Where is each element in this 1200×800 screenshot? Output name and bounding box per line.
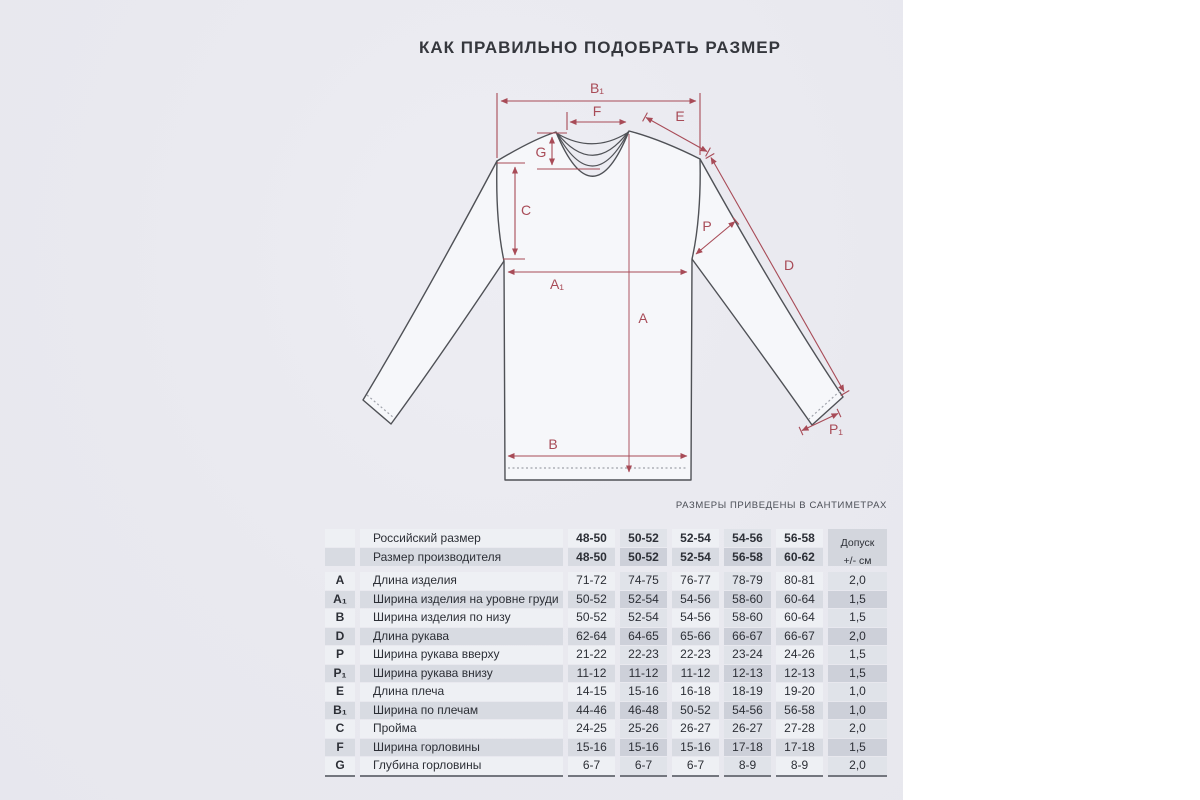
size-value-cell: 66-67 xyxy=(724,628,771,646)
tolerance-value-cell: 1,5 xyxy=(828,665,887,683)
row-letter: B xyxy=(325,609,355,627)
left-sleeve xyxy=(363,161,504,424)
size-value-cell: 56-58 xyxy=(776,702,823,720)
size-value-cell: 15-16 xyxy=(620,739,667,757)
size-value-cell: 23-24 xyxy=(724,646,771,664)
dimension-E-label: E xyxy=(675,108,685,124)
size-value-cell: 19-20 xyxy=(776,683,823,701)
size-table-body xyxy=(325,572,887,775)
size-value-cell: 24-26 xyxy=(776,646,823,664)
dimension-B1-label: B₁ xyxy=(589,80,605,96)
size-table xyxy=(325,529,887,775)
dimension-A-label: A xyxy=(638,310,648,326)
size-value-cell: 65-66 xyxy=(672,628,719,646)
size-value-cell: 12-13 xyxy=(724,665,771,683)
size-value-cell: 26-27 xyxy=(724,720,771,738)
size-value-cell: 21-22 xyxy=(568,646,615,664)
row-measurement-name: Пройма xyxy=(360,720,563,738)
tolerance-value-cell: 2,0 xyxy=(828,628,887,646)
right-sleeve xyxy=(692,159,843,425)
tolerance-value-cell: 1,5 xyxy=(828,739,887,757)
row-measurement-name: Ширина по плечам xyxy=(360,702,563,720)
dimension-A1-label: A₁ xyxy=(549,276,565,292)
size-value-cell: 71-72 xyxy=(568,572,615,590)
size-value-cell: 44-46 xyxy=(568,702,615,720)
row-measurement-name: Глубина горловины xyxy=(360,757,563,775)
dimension-G-label: G xyxy=(535,144,547,160)
row-letter: C xyxy=(325,720,355,738)
size-value-cell: 15-16 xyxy=(568,739,615,757)
row-measurement-name: Длина рукава xyxy=(360,628,563,646)
size-value-cell: 11-12 xyxy=(620,665,667,683)
size-value-cell: 11-12 xyxy=(672,665,719,683)
size-value-cell: 26-27 xyxy=(672,720,719,738)
size-value-cell: 54-56 xyxy=(672,609,719,627)
size-value-cell: 46-48 xyxy=(620,702,667,720)
size-value-cell: 11-12 xyxy=(568,665,615,683)
header-letter-spacer xyxy=(325,548,355,566)
header-row-label: Размер производителя xyxy=(360,548,563,566)
tolerance-header xyxy=(828,529,887,566)
size-value-cell: 60-64 xyxy=(776,609,823,627)
dimension-B-label: B xyxy=(548,436,558,452)
tolerance-value-cell: 1,5 xyxy=(828,591,887,609)
row-letter: B₁ xyxy=(325,702,355,720)
page-title: КАК ПРАВИЛЬНО ПОДОБРАТЬ РАЗМЕР xyxy=(419,38,781,57)
size-value-cell: 14-15 xyxy=(568,683,615,701)
row-measurement-name: Длина изделия xyxy=(360,572,563,590)
size-value-cell: 8-9 xyxy=(776,757,823,775)
size-value-cell: 54-56 xyxy=(724,702,771,720)
tolerance-value-cell: 1,5 xyxy=(828,646,887,664)
dimension-P-label: P xyxy=(702,218,712,234)
row-letter: P₁ xyxy=(325,665,355,683)
size-value-cell: 50-52 xyxy=(568,609,615,627)
row-measurement-name: Ширина горловины xyxy=(360,739,563,757)
tolerance-header-line: Допуск xyxy=(840,537,875,549)
size-value-cell: 15-16 xyxy=(620,683,667,701)
dimension-C-label: C xyxy=(520,202,532,218)
size-value-cell: 22-23 xyxy=(620,646,667,664)
dimension-F-label: F xyxy=(592,103,602,119)
tolerance-value-cell: 1,0 xyxy=(828,702,887,720)
row-letter: D xyxy=(325,628,355,646)
size-value-cell: 8-9 xyxy=(724,757,771,775)
size-value-cell: 25-26 xyxy=(620,720,667,738)
shirt-measurement-diagram xyxy=(320,78,890,493)
size-value-cell: 62-64 xyxy=(568,628,615,646)
size-value-cell: 58-60 xyxy=(724,591,771,609)
row-letter: A xyxy=(325,572,355,590)
header-size-cell: 48-50 xyxy=(568,529,615,547)
size-value-cell: 60-64 xyxy=(776,591,823,609)
size-value-cell: 18-19 xyxy=(724,683,771,701)
header-size-cell: 52-54 xyxy=(672,529,719,547)
row-measurement-name: Ширина изделия на уровне груди xyxy=(360,591,563,609)
row-measurement-name: Ширина рукава вверху xyxy=(360,646,563,664)
size-value-cell: 12-13 xyxy=(776,665,823,683)
size-value-cell: 52-54 xyxy=(620,609,667,627)
size-value-cell: 6-7 xyxy=(672,757,719,775)
size-value-cell: 54-56 xyxy=(672,591,719,609)
header-size-cell: 50-52 xyxy=(620,529,667,547)
tolerance-header-line: +/- см xyxy=(843,555,872,566)
tolerance-value-cell: 2,0 xyxy=(828,572,887,590)
size-value-cell: 58-60 xyxy=(724,609,771,627)
shirt-outline xyxy=(363,131,843,480)
size-value-cell: 17-18 xyxy=(724,739,771,757)
size-value-cell: 52-54 xyxy=(620,591,667,609)
size-value-cell: 80-81 xyxy=(776,572,823,590)
dimension-P1-label: P₁ xyxy=(828,421,844,437)
size-value-cell: 15-16 xyxy=(672,739,719,757)
header-row-label: Российский размер xyxy=(360,529,563,547)
dimension-D-label: D xyxy=(783,257,795,273)
size-value-cell: 64-65 xyxy=(620,628,667,646)
size-value-cell: 17-18 xyxy=(776,739,823,757)
shirt-body xyxy=(497,131,700,480)
size-value-cell: 24-25 xyxy=(568,720,615,738)
row-measurement-name: Ширина изделия по низу xyxy=(360,609,563,627)
row-letter: G xyxy=(325,757,355,775)
row-measurement-name: Ширина рукава внизу xyxy=(360,665,563,683)
size-value-cell: 50-52 xyxy=(568,591,615,609)
tolerance-value-cell: 1,5 xyxy=(828,609,887,627)
size-value-cell: 6-7 xyxy=(620,757,667,775)
row-letter: A₁ xyxy=(325,591,355,609)
units-note: РАЗМЕРЫ ПРИВЕДЕНЫ В САНТИМЕТРАХ xyxy=(675,500,887,511)
header-size-cell: 52-54 xyxy=(672,548,719,566)
size-value-cell: 50-52 xyxy=(672,702,719,720)
size-table-header xyxy=(325,529,887,566)
header-size-cell: 48-50 xyxy=(568,548,615,566)
size-value-cell: 76-77 xyxy=(672,572,719,590)
size-value-cell: 6-7 xyxy=(568,757,615,775)
size-value-cell: 66-67 xyxy=(776,628,823,646)
size-value-cell: 74-75 xyxy=(620,572,667,590)
header-size-cell: 60-62 xyxy=(776,548,823,566)
size-value-cell: 22-23 xyxy=(672,646,719,664)
header-size-cell: 50-52 xyxy=(620,548,667,566)
tolerance-value-cell: 2,0 xyxy=(828,757,887,775)
row-letter: P xyxy=(325,646,355,664)
tolerance-value-cell: 1,0 xyxy=(828,683,887,701)
tolerance-value-cell: 2,0 xyxy=(828,720,887,738)
size-value-cell: 27-28 xyxy=(776,720,823,738)
size-value-cell: 78-79 xyxy=(724,572,771,590)
row-measurement-name: Длина плеча xyxy=(360,683,563,701)
row-letter: F xyxy=(325,739,355,757)
header-letter-spacer xyxy=(325,529,355,547)
size-value-cell: 16-18 xyxy=(672,683,719,701)
row-letter: E xyxy=(325,683,355,701)
header-size-cell: 56-58 xyxy=(776,529,823,547)
header-size-cell: 54-56 xyxy=(724,529,771,547)
header-size-cell: 56-58 xyxy=(724,548,771,566)
